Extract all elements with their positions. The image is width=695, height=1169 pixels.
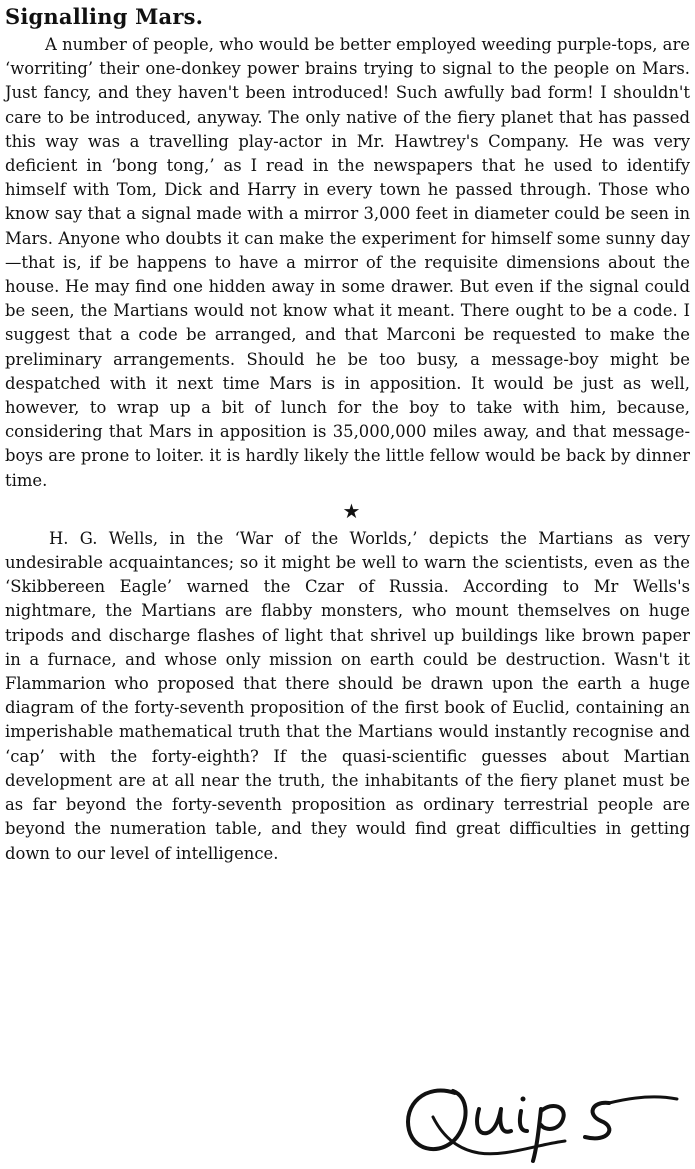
section-separator-star: ★ xyxy=(342,498,361,523)
article-headline: Signalling Mars. xyxy=(5,4,204,29)
article xyxy=(5,3,690,866)
article-paragraph-1: A number of people, who would be better employed weeding purple-tops, are ‘worriting’ their one-donkey power brains trying to signal to the people on Mars. Just fancy, and they haven't been introduced! Such awfully bad form! I shouldn't care to be introduced, anyway. The only native of the fiery planet that has passed this way was a travelling play-actor in Mr. Hawtrey's Company. He was very deficient in ‘bong tong,’ as I read in the newspapers that he used to identify himself with Tom, Dick and Harry in every town he passed through. Those who know say that a signal made with a mirror 3,000 feet in diameter could be seen in Mars. Anyone who doubts it can make the experiment for himself some sunny day—that is, if be happens to have a mirror of the requisite dimensions about the house. He may find one hidden away in some drawer. But even if the signal could be seen, the Martians would not know what it meant. There ought to be a code. I suggest that a code be arranged, and that Marconi be requested to make the preliminary arrangements. Should he be too busy, a message-boy might be despatched with it next time Mars is in apposition. It would be just as well, however, to wrap up a bit of lunch for the boy to take with him, because, considering that Mars in apposition is 35,000,000 miles away, and that message-boys are prone to loiter. it is hardly likely the little fellow would be back by dinner time. xyxy=(5,35,690,490)
article-paragraph-2: H. G. Wells, in the ‘War of the Worlds,’ depicts the Martians as very undesirable acquaintances; so it might be well to warn the scientists, even as the ‘Skibbereen Eagle’ warned the Czar of Russia. According to Mr Wells's nightmare, the Martians are flabby monsters, who mount themselves on huge tripods and discharge flashes of light that shrivel up buildings like brown paper in a furnace, and whose only mission on earth could be destruction. Wasn't it Flammarion who proposed that there should be drawn upon the earth a huge diagram of the forty-seventh proposition of the first book of Euclid, containing an imperishable mathematical truth that the Martians would instantly recognise and ‘cap’ with the forty-eighth? If the quasi-scientific guesses about Martian development are at all near the truth, the inhabitants of the fiery planet must be as far beyond the forty-seventh proposition as ordinary terrestrial people are beyond the numeration table, and they would find great difficulties in getting down to our level of intelligence. xyxy=(5,528,690,863)
signature-quips xyxy=(395,1075,685,1165)
signature-graphic xyxy=(395,1075,685,1165)
